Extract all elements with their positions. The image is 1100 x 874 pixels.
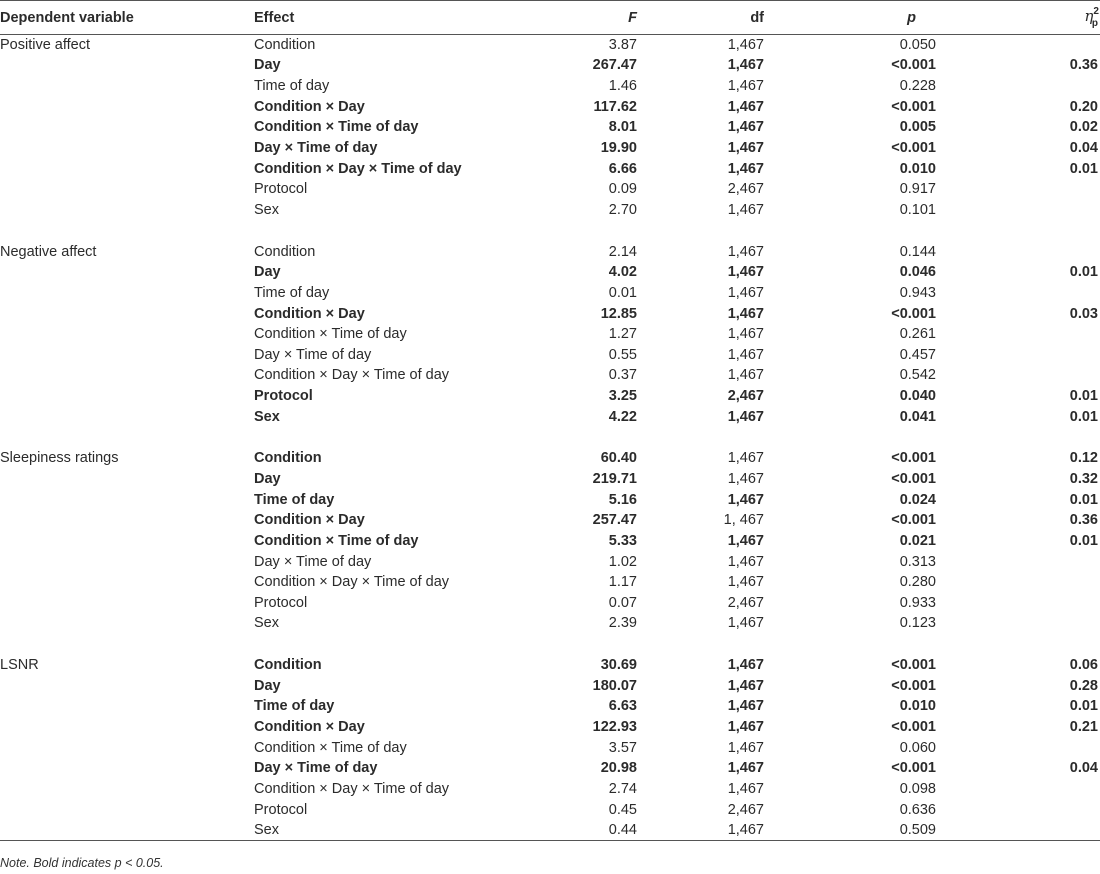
cell-eta [958, 179, 1100, 200]
cell-df: 1,467 [727, 284, 764, 301]
cell-dependent-variable [0, 406, 254, 427]
cell-f: 1.46 [608, 78, 637, 95]
table-row [0, 117, 1100, 138]
table-row [0, 344, 1100, 365]
cell-eta [958, 76, 1100, 97]
cell-dependent-variable [0, 303, 254, 324]
cell-p: 0.123 [899, 615, 936, 632]
header-row [0, 1, 1100, 35]
cell-f: 267.47 [592, 57, 637, 74]
cell-f: 122.93 [592, 719, 637, 736]
cell-effect: Condition × Day [254, 305, 365, 322]
cell-eta: 0.36 [1069, 57, 1098, 74]
cell-eta [958, 799, 1100, 820]
cell-df: 1,467 [727, 140, 764, 157]
header-f: F [530, 1, 637, 35]
cell-f: 12.85 [600, 305, 637, 322]
cell-f: 4.02 [608, 264, 637, 281]
table-row [0, 820, 1100, 841]
cell-f: 0.09 [608, 181, 637, 198]
cell-f: 2.70 [608, 201, 637, 218]
table-body [0, 35, 1100, 841]
cell-eta: 0.01 [1069, 264, 1098, 281]
cell-p: 0.060 [899, 739, 936, 756]
cell-df: 1,467 [727, 450, 764, 467]
cell-df: 1,467 [727, 657, 764, 674]
table-row [0, 489, 1100, 510]
cell-f: 1.17 [608, 574, 637, 591]
cell-dependent-variable: Negative affect [0, 243, 97, 260]
cell-dependent-variable [0, 179, 254, 200]
cell-effect: Protocol [254, 801, 308, 818]
cell-f: 6.63 [608, 698, 637, 715]
cell-dependent-variable [0, 344, 254, 365]
table-row [0, 779, 1100, 800]
cell-dependent-variable [0, 675, 254, 696]
cell-df: 1,467 [727, 780, 764, 797]
cell-eta: 0.01 [1069, 388, 1098, 405]
cell-dependent-variable [0, 572, 254, 593]
group-spacer [0, 220, 1100, 241]
table-row [0, 717, 1100, 738]
cell-effect: Condition × Time of day [254, 532, 419, 549]
cell-effect: Time of day [254, 284, 330, 301]
cell-p: 0.943 [899, 284, 936, 301]
cell-f: 3.57 [608, 739, 637, 756]
cell-dependent-variable [0, 96, 254, 117]
cell-eta [958, 779, 1100, 800]
table-row [0, 469, 1100, 490]
cell-eta: 0.01 [1069, 491, 1098, 508]
cell-effect: Condition × Day [254, 719, 365, 736]
cell-effect: Protocol [254, 594, 308, 611]
cell-p: 0.542 [899, 367, 936, 384]
cell-p: 0.457 [899, 346, 936, 363]
table-row [0, 303, 1100, 324]
cell-p: 0.144 [899, 243, 936, 260]
cell-effect: Day [254, 264, 281, 281]
table-row [0, 365, 1100, 386]
table-row [0, 179, 1100, 200]
cell-df: 2,467 [727, 801, 764, 818]
cell-df: 1,467 [727, 719, 764, 736]
cell-effect: Condition × Day [254, 98, 365, 115]
cell-f: 1.02 [608, 553, 637, 570]
table-row [0, 510, 1100, 531]
cell-df: 1,467 [727, 160, 764, 177]
cell-f: 0.45 [608, 801, 637, 818]
cell-p: <0.001 [891, 470, 936, 487]
cell-dependent-variable [0, 262, 254, 283]
cell-df: 1,467 [727, 408, 764, 425]
cell-f: 20.98 [600, 760, 637, 777]
cell-effect: Condition × Day [254, 512, 365, 529]
cell-p: 0.010 [899, 160, 936, 177]
cell-p: 0.046 [899, 264, 936, 281]
cell-df: 1,467 [727, 532, 764, 549]
cell-effect: Day × Time of day [254, 553, 372, 570]
cell-dependent-variable [0, 386, 254, 407]
cell-eta: 0.02 [1069, 119, 1098, 136]
cell-eta [958, 35, 1100, 56]
cell-p: 0.021 [899, 532, 936, 549]
cell-eta [958, 572, 1100, 593]
cell-df: 2,467 [727, 181, 764, 198]
cell-effect: Condition × Day × Time of day [254, 574, 450, 591]
cell-eta: 0.01 [1069, 160, 1098, 177]
cell-eta [958, 551, 1100, 572]
cell-dependent-variable [0, 200, 254, 221]
cell-df: 1, 467 [723, 512, 764, 529]
cell-p: 0.228 [899, 78, 936, 95]
table-row [0, 386, 1100, 407]
cell-dependent-variable: LSNR [0, 657, 39, 674]
cell-df: 1,467 [727, 264, 764, 281]
cell-dependent-variable [0, 469, 254, 490]
cell-p: 0.098 [899, 780, 936, 797]
cell-df: 1,467 [727, 677, 764, 694]
cell-dependent-variable [0, 799, 254, 820]
cell-eta [958, 283, 1100, 304]
table-row [0, 799, 1100, 820]
header-p: p [790, 1, 958, 35]
table-row [0, 96, 1100, 117]
cell-eta [958, 737, 1100, 758]
cell-f: 3.25 [608, 388, 637, 405]
cell-p: 0.933 [899, 594, 936, 611]
cell-p: <0.001 [891, 140, 936, 157]
cell-effect: Condition × Day × Time of day [254, 780, 450, 797]
table-row [0, 55, 1100, 76]
header-dependent-variable: Dependent variable [0, 1, 254, 35]
cell-f: 5.16 [608, 491, 637, 508]
cell-f: 19.90 [600, 140, 637, 157]
cell-dependent-variable [0, 138, 254, 159]
eta-symbol [1084, 6, 1099, 29]
cell-eta: 0.03 [1069, 305, 1098, 322]
table-row [0, 758, 1100, 779]
cell-eta: 0.06 [1069, 657, 1098, 674]
cell-effect: Day × Time of day [254, 140, 378, 157]
cell-f: 180.07 [592, 677, 637, 694]
cell-effect: Sex [254, 201, 279, 218]
cell-p: <0.001 [891, 57, 936, 74]
cell-f: 117.62 [593, 98, 637, 115]
cell-df: 1,467 [727, 739, 764, 756]
table-row [0, 675, 1100, 696]
cell-effect: Protocol [254, 181, 308, 198]
group-spacer [0, 427, 1100, 448]
cell-effect: Sex [254, 408, 280, 425]
cell-f: 4.22 [608, 408, 637, 425]
cell-dependent-variable [0, 737, 254, 758]
header-partial-eta-squared [958, 1, 1100, 35]
cell-df: 1,467 [727, 243, 764, 260]
table-row [0, 737, 1100, 758]
cell-df: 1,467 [727, 119, 764, 136]
cell-p: 0.005 [899, 119, 936, 136]
cell-df: 1,467 [727, 615, 764, 632]
table-row [0, 551, 1100, 572]
cell-dependent-variable [0, 365, 254, 386]
cell-p: <0.001 [891, 760, 936, 777]
cell-p: 0.101 [899, 201, 936, 218]
cell-dependent-variable [0, 779, 254, 800]
table-row [0, 655, 1100, 676]
cell-effect: Condition [254, 37, 316, 54]
table-row [0, 593, 1100, 614]
cell-dependent-variable [0, 696, 254, 717]
cell-df: 1,467 [727, 760, 764, 777]
cell-eta: 0.21 [1069, 719, 1098, 736]
cell-dependent-variable [0, 820, 254, 841]
cell-effect: Condition [254, 450, 322, 467]
cell-f: 3.87 [608, 37, 637, 54]
cell-effect: Day × Time of day [254, 760, 378, 777]
cell-dependent-variable [0, 324, 254, 345]
table-row [0, 448, 1100, 469]
group-spacer [0, 634, 1100, 655]
cell-dependent-variable [0, 76, 254, 97]
header-df: df [637, 1, 790, 35]
table-note: Note. Bold indicates p < 0.05. [0, 856, 164, 870]
cell-effect: Time of day [254, 78, 330, 95]
cell-df: 1,467 [637, 820, 790, 841]
cell-f: 60.40 [600, 450, 637, 467]
eta-base: η [1084, 7, 1094, 25]
table-row [0, 572, 1100, 593]
cell-eta: 0.01 [1069, 408, 1098, 425]
cell-f: 2.14 [608, 243, 637, 260]
cell-dependent-variable [0, 283, 254, 304]
table-row [0, 138, 1100, 159]
cell-df: 1,467 [727, 553, 764, 570]
cell-df: 1,467 [727, 78, 764, 95]
cell-p: 0.040 [899, 388, 936, 405]
cell-df: 1,467 [727, 367, 764, 384]
table-row [0, 200, 1100, 221]
cell-effect: Day [254, 677, 281, 694]
cell-effect: Condition × Time of day [254, 739, 407, 756]
cell-dependent-variable [0, 531, 254, 552]
cell-eta: 0.01 [1069, 698, 1098, 715]
table-row [0, 76, 1100, 97]
cell-f: 257.47 [592, 512, 637, 529]
cell-f: 0.07 [608, 594, 637, 611]
cell-effect: Sex [254, 820, 530, 841]
cell-p: 0.024 [899, 491, 936, 508]
cell-df: 1,467 [727, 346, 764, 363]
cell-effect: Protocol [254, 388, 313, 405]
cell-effect: Day × Time of day [254, 346, 372, 363]
cell-df: 2,467 [727, 388, 764, 405]
cell-dependent-variable [0, 55, 254, 76]
cell-effect: Condition [254, 243, 316, 260]
table-header [0, 1, 1100, 35]
cell-eta [958, 613, 1100, 634]
cell-dependent-variable [0, 489, 254, 510]
cell-eta: 0.04 [1069, 140, 1098, 157]
cell-df: 1,467 [727, 470, 764, 487]
cell-p: 0.313 [899, 553, 936, 570]
cell-f: 0.01 [608, 284, 637, 301]
cell-p: <0.001 [891, 719, 936, 736]
cell-effect: Time of day [254, 698, 335, 715]
cell-dependent-variable: Sleepiness ratings [0, 450, 119, 467]
cell-effect: Time of day [254, 491, 335, 508]
table-row [0, 35, 1100, 56]
cell-df: 1,467 [727, 37, 764, 54]
cell-f: 0.44 [530, 820, 637, 841]
cell-effect: Sex [254, 615, 279, 632]
table-row [0, 283, 1100, 304]
cell-eta [958, 344, 1100, 365]
cell-p: <0.001 [891, 305, 936, 322]
cell-p: 0.509 [790, 820, 958, 841]
cell-df: 1,467 [727, 491, 764, 508]
cell-eta [958, 324, 1100, 345]
cell-f: 30.69 [600, 657, 637, 674]
cell-f: 0.37 [608, 367, 637, 384]
cell-p: 0.050 [899, 37, 936, 54]
cell-dependent-variable: Positive affect [0, 37, 91, 54]
cell-eta [958, 365, 1100, 386]
cell-f: 2.74 [608, 780, 637, 797]
eta-superscript: 2 [1093, 6, 1099, 17]
cell-eta: 0.01 [1069, 532, 1098, 549]
table-row [0, 696, 1100, 717]
cell-eta: 0.36 [1069, 512, 1098, 529]
spacer-cell [0, 427, 1100, 448]
cell-df: 1,467 [727, 98, 764, 115]
spacer-cell [0, 220, 1100, 241]
cell-eta: 0.20 [1069, 98, 1098, 115]
eta-subscript: p [1091, 18, 1098, 29]
table-row [0, 262, 1100, 283]
cell-p: 0.010 [899, 698, 936, 715]
table-row [0, 324, 1100, 345]
cell-f: 6.66 [608, 160, 637, 177]
cell-eta: 0.04 [1069, 760, 1098, 777]
cell-p: <0.001 [891, 450, 936, 467]
cell-dependent-variable [0, 758, 254, 779]
cell-eta [958, 241, 1100, 262]
cell-dependent-variable [0, 613, 254, 634]
cell-p: <0.001 [891, 98, 936, 115]
cell-effect: Condition × Day × Time of day [254, 367, 450, 384]
cell-f: 0.55 [608, 346, 637, 363]
cell-df: 1,467 [727, 326, 764, 343]
table-row [0, 531, 1100, 552]
cell-effect: Condition × Time of day [254, 326, 407, 343]
cell-effect: Day [254, 57, 281, 74]
cell-effect: Day [254, 470, 281, 487]
cell-df: 1,467 [727, 305, 764, 322]
cell-p: 0.636 [899, 801, 936, 818]
table-row [0, 158, 1100, 179]
cell-p: 0.261 [899, 326, 936, 343]
cell-df: 2,467 [727, 594, 764, 611]
cell-effect: Condition [254, 657, 322, 674]
cell-p: <0.001 [891, 512, 936, 529]
table-row [0, 613, 1100, 634]
cell-eta [958, 820, 1100, 841]
cell-f: 2.39 [608, 615, 637, 632]
cell-eta [958, 200, 1100, 221]
cell-p: 0.917 [899, 181, 936, 198]
cell-df: 1,467 [727, 698, 764, 715]
cell-dependent-variable [0, 117, 254, 138]
cell-eta [958, 593, 1100, 614]
cell-p: <0.001 [891, 657, 936, 674]
cell-dependent-variable [0, 158, 254, 179]
table-row [0, 406, 1100, 427]
cell-p: 0.280 [899, 574, 936, 591]
header-effect: Effect [254, 1, 530, 35]
cell-eta: 0.12 [1069, 450, 1098, 467]
cell-f: 8.01 [608, 119, 637, 136]
cell-dependent-variable [0, 717, 254, 738]
table-row [0, 241, 1100, 262]
cell-eta: 0.32 [1069, 470, 1098, 487]
cell-p: <0.001 [891, 677, 936, 694]
cell-dependent-variable [0, 551, 254, 572]
cell-effect: Condition × Time of day [254, 119, 419, 136]
cell-f: 1.27 [608, 326, 637, 343]
cell-p: 0.041 [899, 408, 936, 425]
cell-dependent-variable [0, 510, 254, 531]
cell-dependent-variable [0, 593, 254, 614]
cell-effect: Condition × Day × Time of day [254, 160, 462, 177]
cell-df: 1,467 [727, 57, 764, 74]
cell-f: 219.71 [592, 470, 637, 487]
cell-f: 5.33 [608, 532, 637, 549]
spacer-cell [0, 634, 1100, 655]
cell-df: 1,467 [727, 574, 764, 591]
cell-df: 1,467 [727, 201, 764, 218]
cell-eta: 0.28 [1069, 677, 1098, 694]
